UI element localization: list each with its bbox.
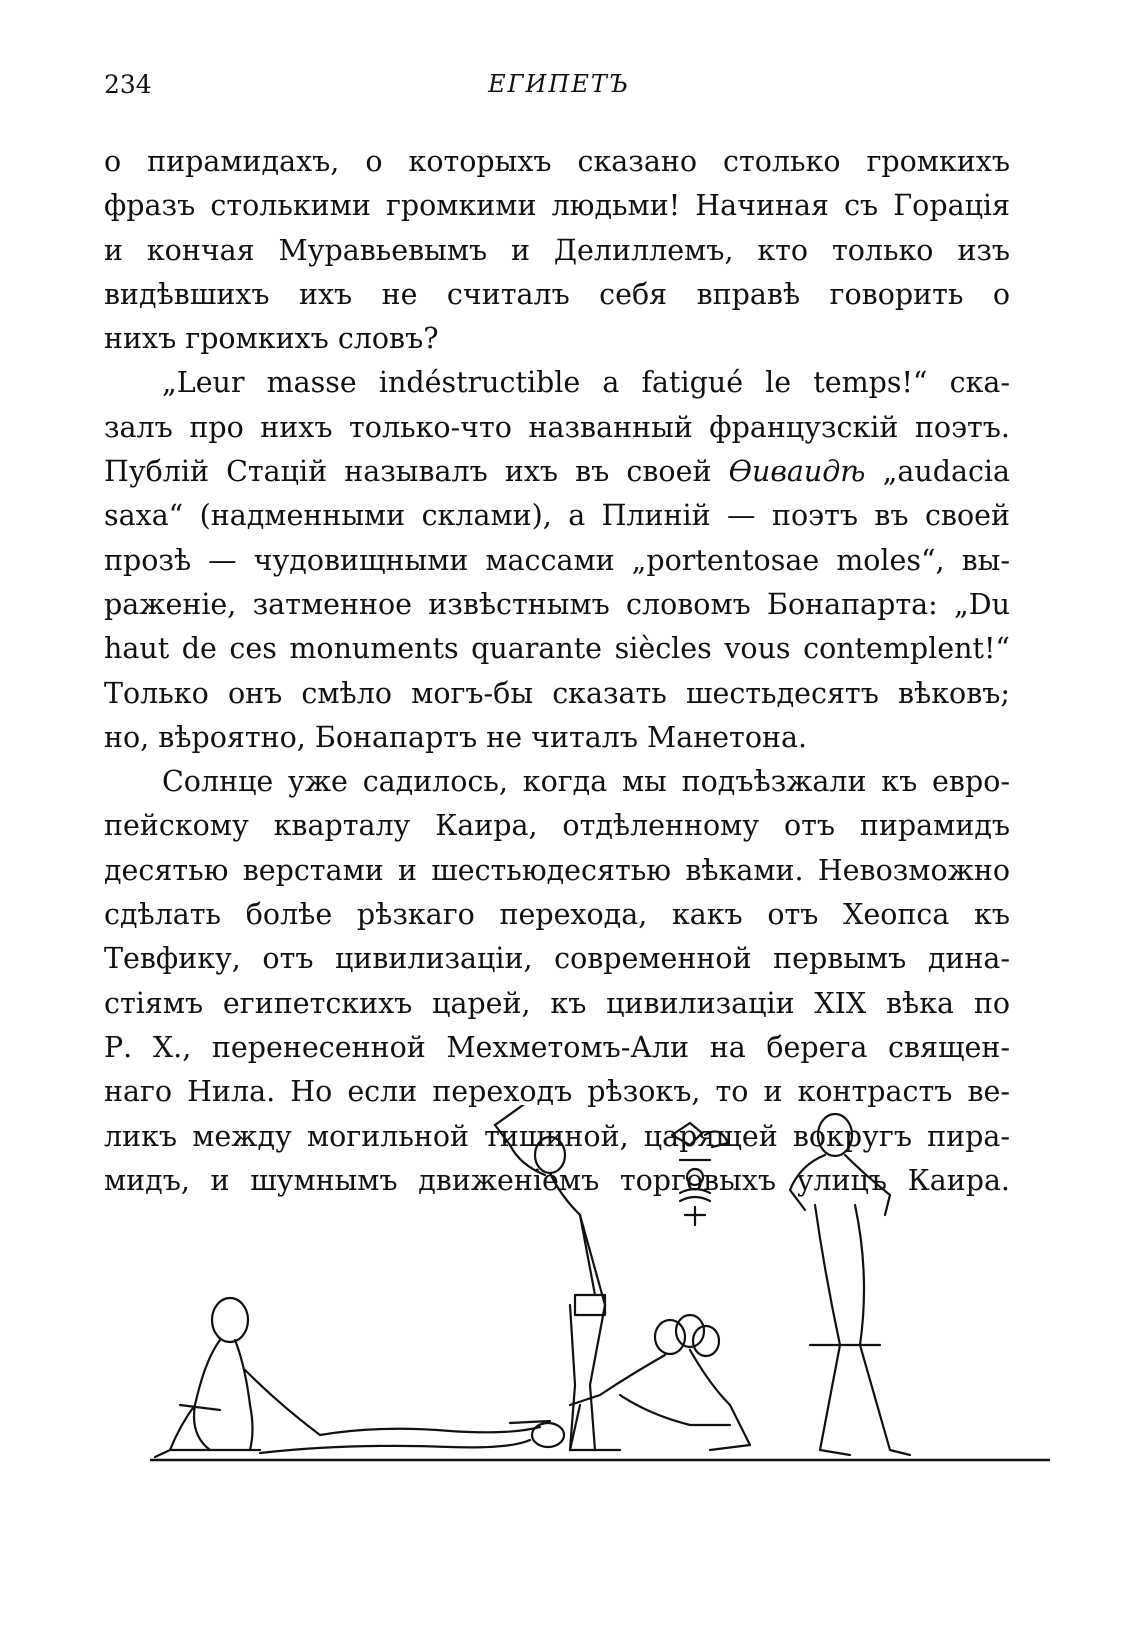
text-fragment: „audacia [882, 455, 1011, 489]
text-line: Солнце уже садилось, когда мы подъѣзжали къ евро- [162, 765, 1010, 799]
kneeling-figure-left [155, 1298, 320, 1457]
running-head: ЕГИПЕТЪ [488, 70, 630, 98]
text-line: фразъ столькими громкими людьми! Начиная съ Горація [104, 189, 1010, 223]
text-line: saxa“ (надменными склами), а Плиній — поэтъ въ своей [104, 499, 1010, 533]
text-line: пейскому кварталу Каира, отдѣленному отъ пирамидъ [104, 809, 1010, 843]
text-line: Р. Х., перенесенной Мехметомъ-Али на берега священ- [104, 1030, 1010, 1064]
text-line: залъ про нихъ только-что названный французскій поэтъ. [104, 410, 1010, 444]
text-fragment: Публій Стацій называлъ ихъ въ своей [104, 455, 712, 489]
egyptian-relief-illustration [150, 1105, 1050, 1485]
text-line: раженіе, затменное извѣстнымъ словомъ Бонапарта: „Du [104, 587, 1010, 621]
body-text [104, 140, 1010, 1203]
text-line: нихъ громкихъ словъ? [104, 322, 439, 356]
paragraph-1 [104, 140, 1010, 361]
text-line: сдѣлать болѣе рѣзкаго перехода, какъ отъ Хеопса къ [104, 898, 1010, 932]
text-line: haut de ces monuments quarante siècles vous contemplent!“ [104, 632, 1010, 666]
text-line: мидъ, и шумнымъ движеніемъ торговыхъ улицъ Каира. [104, 1163, 1010, 1197]
text-line: стіямъ египетскихъ царей, къ цивилизаціи XIX вѣка по [104, 986, 1010, 1020]
page-header [104, 70, 1014, 110]
text-line: и кончая Муравьевымъ и Делиллемъ, кто только изъ [104, 233, 1010, 267]
text-line: Тевфику, отъ цивилизаціи, современной первымъ дина- [104, 942, 1010, 976]
standing-figure-right [790, 1114, 910, 1455]
paragraph-2 [104, 361, 1010, 760]
text-line: видѣвшихъ ихъ не считалъ себя вправѣ говорить о [104, 277, 1010, 311]
text-line: Только онъ смѣло могъ-бы сказать шестьдесятъ вѣковъ; [104, 676, 1010, 710]
hieroglyph-column [672, 1123, 728, 1225]
page-number: 234 [104, 70, 152, 99]
text-line: десятью верстами и шестьюдесятью вѣками. Невозможно [104, 853, 1010, 887]
lying-figure [260, 1421, 564, 1453]
text-line: наго Нила. Но если переходъ рѣзокъ, то и контрастъ ве- [104, 1075, 1010, 1109]
text-line: но, вѣроятно, Бонапартъ не читалъ Манетона. [104, 720, 808, 754]
text-line: прозѣ — чудовищными массами „portentosae moles“, вы- [104, 543, 1010, 577]
crouching-group [570, 1315, 750, 1450]
text-line: „Leur masse indéstructible a fatigué le temps!“ ска- [162, 366, 1010, 400]
text-line: о пирамидахъ, о которыхъ сказано столько громкихъ [104, 145, 1010, 178]
text-line-with-italic [104, 450, 1010, 494]
text-line: ликъ между могильной тишиной, царящей вокругъ пира- [104, 1119, 1010, 1153]
italic-title: Ѳиваидѣ [728, 455, 866, 489]
